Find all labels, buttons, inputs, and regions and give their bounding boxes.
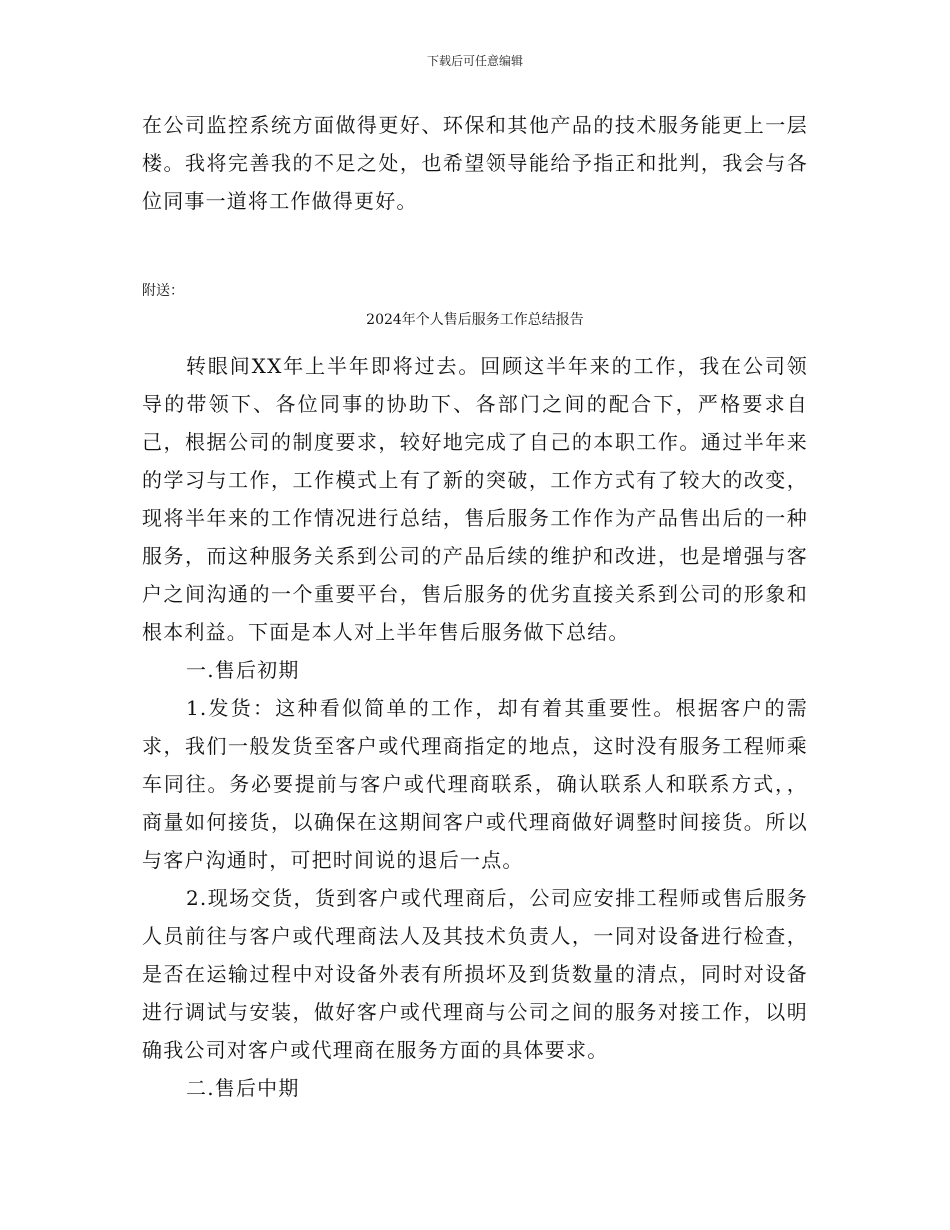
appendix-label: 附送： — [142, 283, 184, 299]
report-body — [142, 347, 808, 1107]
report-intro-paragraph: 转眼间XX年上半年即将过去。回顾这半年来的工作，我在公司领导的带领下、各位同事的协助下、各部门之间的配合下，严格要求自己，根据公司的制度要求，较好地完成了自己的本职工作。通过半年来的学习与工作，工作模式上有了新的突破，工作方式有了较大的改变，现将半年来的工作情况进行总结，售后服务工作作为产品售出后的一种服务，而这种服务关系到公司的产品后续的维护和改进，也是增强与客户之间沟通的一个重要平台，售后服务的优劣直接关系到公司的形象和根本利益。下面是本人对上半年售后服务做下总结。 — [142, 354, 808, 644]
item-delivery-paragraph: 1.发货：这种看似简单的工作，却有着其重要性。根据客户的需求，我们一般发货至客户或代理商指定的地点，这时没有服务工程师乘车同往。务必要提前与客户或代理商联系，确认联系人和联系方式，，商量如何接货，以确保在这期间客户或代理商做好调整时间接货。所以与客户沟通时，可把时间说的退后一点。 — [142, 696, 808, 872]
section-heading-middle: 二.售后中期 — [186, 1076, 300, 1100]
report-title: 2024年个人售后服务工作总结报告 — [366, 312, 584, 328]
continuation-section — [142, 106, 808, 220]
continuation-paragraph: 在公司监控系统方面做得更好、环保和其他产品的技术服务能更上一层楼。我将完善我的不足之处，也希望领导能给予指正和批判，我会与各位同事一道将工作做得更好。 — [142, 113, 808, 213]
section-heading-initial: 一.售后初期 — [186, 658, 300, 682]
item-onsite-handover-paragraph: 2.现场交货，货到客户或代理商后，公司应安排工程师或售后服务人员前往与客户或代理商法人及其技术负责人，一同对设备进行检查，是否在运输过程中对设备外表有所损坏及到货数量的清点，同时对设备进行调试与安装，做好客户或代理商与公司之间的服务对接工作，以明确我公司对客户或代理商在服务方面的具体要求。 — [142, 886, 808, 1062]
page-header-note: 下载后可任意编辑 — [426, 54, 523, 68]
